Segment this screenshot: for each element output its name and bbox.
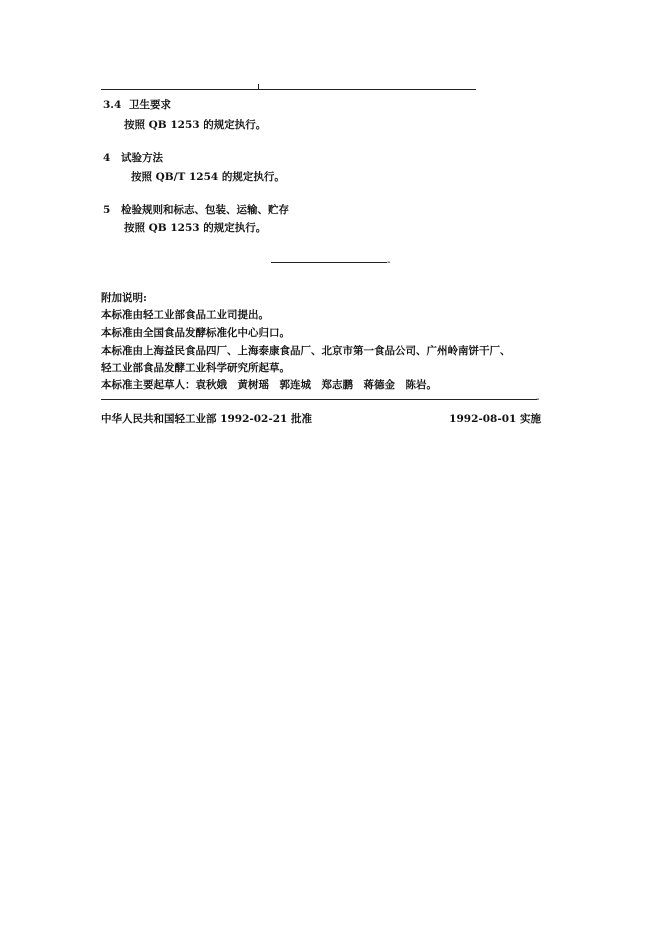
section-title: 检验规则和标志、包装、运输、贮存 (121, 204, 289, 216)
end-rule-mark: - (387, 256, 391, 268)
appendix-line: 本标准主要起草人：袁秋娥 黄树瑶 郭连城 郑志鹏 蒋德金 陈岩。 (101, 379, 437, 391)
top-rule-tick (258, 84, 259, 89)
section-title: 卫生要求 (129, 99, 171, 111)
footer-rule-mark: - (536, 393, 540, 405)
section-heading (103, 203, 289, 217)
approval-line: 中华人民共和国轻工业部 1992-02-21 批准 (101, 413, 312, 425)
appendix-line: 轻工业部食品发酵工业科学研究所起草。 (101, 362, 290, 374)
appendix-line: 本标准由上海益民食品四厂、上海泰康食品厂、北京市第一食品公司、广州岭南饼干厂、 (101, 345, 511, 357)
section-number: 3.4 (103, 99, 122, 111)
top-rule (101, 89, 476, 90)
section-body-text: 按照 QB/T 1254 的规定执行。 (131, 171, 285, 183)
appendix-line: 本标准由全国食品发酵标准化中心归口。 (101, 327, 290, 339)
footer-rule (101, 399, 537, 400)
section-title: 试验方法 (121, 152, 163, 164)
section-heading (103, 98, 171, 112)
section-body (131, 170, 285, 184)
section-number: 4 (103, 152, 111, 164)
section-body (124, 221, 266, 235)
appendix-heading: 附加说明: (101, 292, 147, 304)
end-rule (271, 262, 387, 263)
section-body-text: 按照 QB 1253 的规定执行。 (124, 222, 267, 234)
appendix-line: 本标准由轻工业部食品工业司提出。 (101, 309, 269, 321)
section-heading (103, 151, 163, 165)
section-body (124, 118, 266, 132)
section-number: 5 (103, 204, 111, 216)
implementation-date: 1992-08-01 实施 (449, 413, 541, 425)
section-body-text: 按照 QB 1253 的规定执行。 (124, 119, 267, 131)
